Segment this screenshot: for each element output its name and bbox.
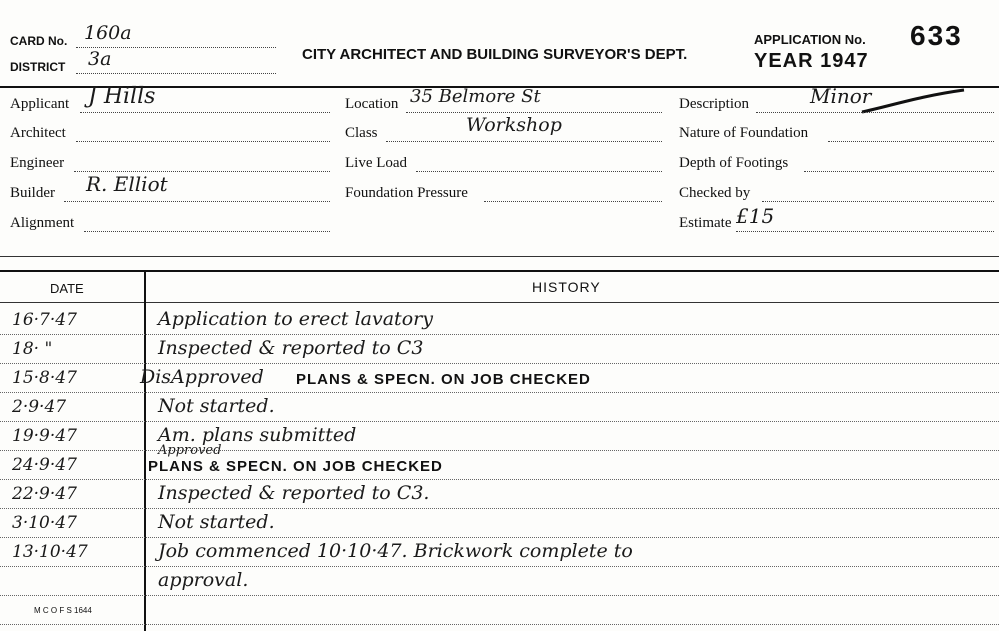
history-ruled-line: [0, 479, 999, 480]
class-label: Class: [345, 125, 378, 141]
architect-label: Architect: [10, 125, 66, 141]
history-entry: Not started.: [158, 511, 275, 533]
history-ruled-line: [0, 537, 999, 538]
history-ruled-line: [0, 566, 999, 567]
history-date: 24·9·47: [12, 455, 77, 475]
history-ruled-line: [0, 421, 999, 422]
history-entry: Job commenced 10·10·47. Brickwork complete to: [158, 540, 633, 562]
history-date: 2·9·47: [12, 397, 67, 417]
checked-by-label: Checked by: [679, 185, 751, 201]
application-label: APPLICATION No.: [754, 32, 866, 47]
location-label: Location: [345, 96, 399, 112]
history-date: 19·9·47: [12, 426, 77, 446]
class-line: [386, 141, 662, 142]
nature-foundation-line: [828, 141, 994, 142]
applicant-line: [80, 112, 330, 113]
history-ruled-line: [0, 392, 999, 393]
application-number: 633: [910, 20, 963, 51]
depth-footings-line: [804, 171, 994, 172]
dept-title: CITY ARCHITECT AND BUILDING SURVEYOR'S DEPT.: [302, 46, 688, 63]
history-ruled-line: [0, 450, 999, 451]
history-column-header: HISTORY: [532, 279, 601, 295]
engineer-label: Engineer: [10, 155, 65, 171]
form-code: M C O F S 1644: [34, 606, 92, 615]
alignment-label: Alignment: [10, 215, 75, 231]
builder-value: R. Elliot: [86, 172, 168, 196]
fields-dotted-rule: [0, 256, 999, 257]
class-value: Workshop: [466, 114, 562, 136]
history-top-rule: [0, 270, 999, 272]
date-column-header: DATE: [50, 281, 84, 296]
depth-footings-label: Depth of Footings: [679, 155, 789, 171]
history-ruled-line: [0, 595, 999, 596]
card-number-label: CARD No.: [10, 34, 68, 48]
history-entry: Approved: [158, 443, 222, 458]
history-date: 22·9·47: [12, 484, 77, 504]
checked-by-line: [762, 201, 994, 202]
estimate-value: £15: [736, 204, 775, 228]
history-date: 15·8·47: [12, 368, 77, 388]
foundation-pressure-label: Foundation Pressure: [345, 185, 468, 201]
description-label: Description: [679, 96, 749, 112]
history-ruled-line: [0, 624, 999, 625]
alignment-line: [84, 231, 330, 232]
history-date: 13·10·47: [12, 542, 88, 562]
checked-stamp: PLANS & SPECN. ON JOB CHECKED: [148, 458, 443, 475]
history-ruled-line: [0, 363, 999, 364]
history-entry: Application to erect lavatory: [158, 308, 433, 330]
estimate-label: Estimate: [679, 215, 732, 231]
location-line: [406, 112, 662, 113]
history-entry: DisApproved: [140, 366, 264, 388]
history-ruled-line: [0, 334, 999, 335]
nature-foundation-label: Nature of Foundation: [679, 125, 809, 141]
district-label: DISTRICT: [10, 60, 66, 74]
description-value: Minor: [810, 84, 872, 108]
district-line: [76, 73, 276, 74]
checked-stamp: PLANS & SPECN. ON JOB CHECKED: [296, 371, 591, 388]
history-entry: Inspected & reported to C3: [158, 337, 424, 359]
history-date: 16·7·47: [12, 310, 77, 330]
architect-line: [76, 141, 330, 142]
history-date: 18· ": [12, 339, 53, 359]
history-entry: Am. plans submitted: [158, 424, 357, 446]
live-load-label: Live Load: [345, 155, 408, 171]
history-ruled-line: [0, 508, 999, 509]
live-load-line: [416, 171, 662, 172]
card-number-value: 160a: [84, 22, 132, 44]
district-value: 3a: [88, 48, 112, 70]
foundation-pressure-line: [484, 201, 662, 202]
location-value: 35 Belmore St: [410, 86, 541, 107]
history-header-rule: [0, 302, 999, 303]
description-line: [756, 112, 994, 113]
applicant-label: Applicant: [10, 96, 70, 112]
history-entry: approval.: [158, 569, 249, 591]
estimate-line: [736, 231, 994, 232]
builder-label: Builder: [10, 185, 55, 201]
history-entry: Inspected & reported to C3.: [158, 482, 430, 504]
history-entry: Not started.: [158, 395, 275, 417]
year-label: YEAR 1947: [754, 50, 869, 72]
history-date: 3·10·47: [12, 513, 77, 533]
builder-line: [64, 201, 330, 202]
applicant-value: J Hills: [88, 84, 156, 109]
